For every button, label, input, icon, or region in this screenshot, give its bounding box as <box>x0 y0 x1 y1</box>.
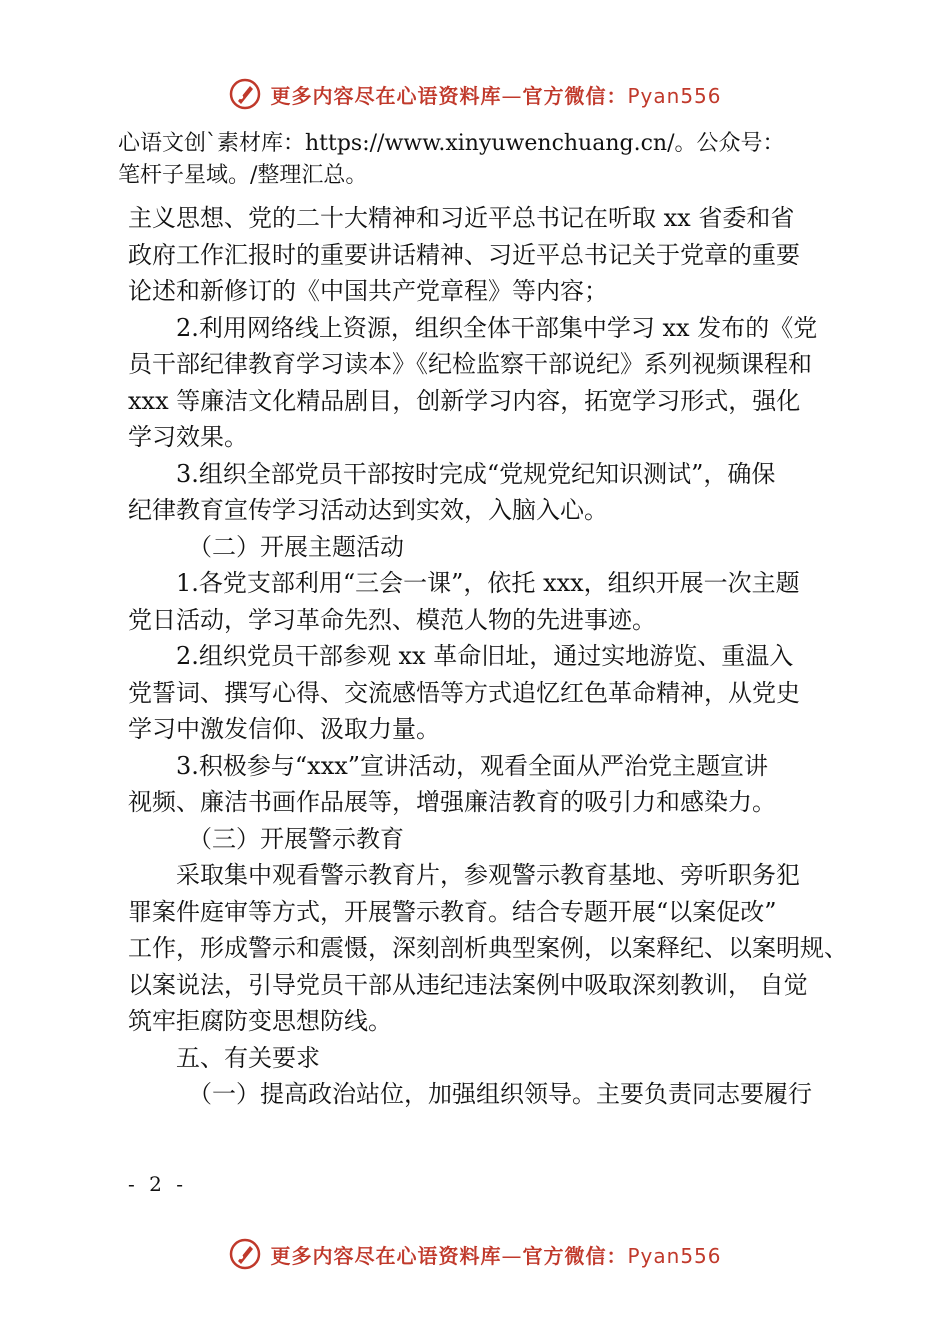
text-line: （三）开展警示教育 <box>188 824 404 853</box>
document-body <box>128 200 848 1113</box>
banner-label: 官方微信： <box>522 83 628 108</box>
text-line: 党日活动，学习革命先烈、模范人物的先进事迹。 <box>128 605 656 634</box>
text-line: 员干部纪律教育学习读本》《纪检监察干部说纪》系列视频课程和 <box>128 350 812 378</box>
source-note <box>118 128 838 192</box>
text-line: 纪律教育宣传学习活动达到实效，入脑入心。 <box>128 496 608 524</box>
banner-label: 官方微信： <box>522 1243 628 1268</box>
text-line: 视频、廉洁书画作品展等，增强廉洁教育的吸引力和感染力。 <box>128 788 776 816</box>
text-line: 2.利用网络线上资源，组织全体干部集中学习 xx 发布的《党 <box>176 313 818 342</box>
pen-nib-logo-icon <box>228 1237 262 1271</box>
banner-wechat-id: Pyan556 <box>627 1243 722 1268</box>
banner-text <box>270 1240 721 1269</box>
text-line: 学习效果。 <box>128 423 248 451</box>
text-line: 学习中激发信仰、汲取力量。 <box>128 715 440 743</box>
page-number: - 2 - <box>128 1172 187 1196</box>
source-line-2: 笔杆子星域。/整理汇总。 <box>118 163 368 188</box>
text-line: 3.组织全部党员干部按时完成“党规党纪知识测试”，确保 <box>176 459 776 488</box>
banner-text <box>270 80 721 109</box>
text-line: 以案说法，引导党员干部从违纪违法案例中吸取深刻教训， 自觉 <box>128 970 808 999</box>
source-line-1: 心语文创`素材库：https://www.xinyuwenchuang.cn/。公众号： <box>118 131 785 156</box>
banner-wechat-id: Pyan556 <box>627 83 722 108</box>
text-line: xxx 等廉洁文化精品剧目，创新学习内容，拓宽学习形式，强化 <box>128 386 801 415</box>
text-line: 党誓词、撰写心得、交流感悟等方式追忆红色革命精神，从党史 <box>128 678 800 707</box>
banner-slogan: 更多内容尽在心语资料库 <box>270 1243 502 1268</box>
text-line: 主义思想、党的二十大精神和习近平总书记在听取 xx 省委和省 <box>128 204 795 232</box>
text-line: 3.积极参与“xxx”宣讲活动，观看全面从严治党主题宣讲 <box>176 751 769 780</box>
text-line: 罪案件庭审等方式，开展警示教育。结合专题开展“以案促改” <box>128 897 777 926</box>
text-line: 2.组织党员干部参观 xx 革命旧址，通过实地游览、重温入 <box>176 642 794 670</box>
text-line: 采取集中观看警示教育片，参观警示教育基地、旁听职务犯 <box>176 861 800 889</box>
text-line: 政府工作汇报时的重要讲话精神、习近平总书记关于党章的重要 <box>128 240 800 269</box>
pen-nib-logo-icon <box>228 77 262 111</box>
text-line: （一）提高政治站位，加强组织领导。主要负责同志要履行 <box>188 1080 812 1108</box>
text-line: 筑牢拒腐防变思想防线。 <box>128 1007 392 1035</box>
text-line: 五、有关要求 <box>176 1043 320 1072</box>
banner-separator: — <box>501 1243 523 1268</box>
text-line: 1.各党支部利用“三会一课”，依托 xxx，组织开展一次主题 <box>176 569 800 597</box>
text-line: （二）开展主题活动 <box>188 532 404 561</box>
banner-separator: — <box>501 83 523 108</box>
text-line: 工作，形成警示和震慑，深刻剖析典型案例，以案释纪、以案明规、 <box>128 934 848 962</box>
banner-slogan: 更多内容尽在心语资料库 <box>270 83 502 108</box>
text-line: 论述和新修订的《中国共产党章程》等内容； <box>128 277 608 305</box>
header-banner <box>0 72 950 116</box>
footer-banner <box>0 1232 950 1276</box>
